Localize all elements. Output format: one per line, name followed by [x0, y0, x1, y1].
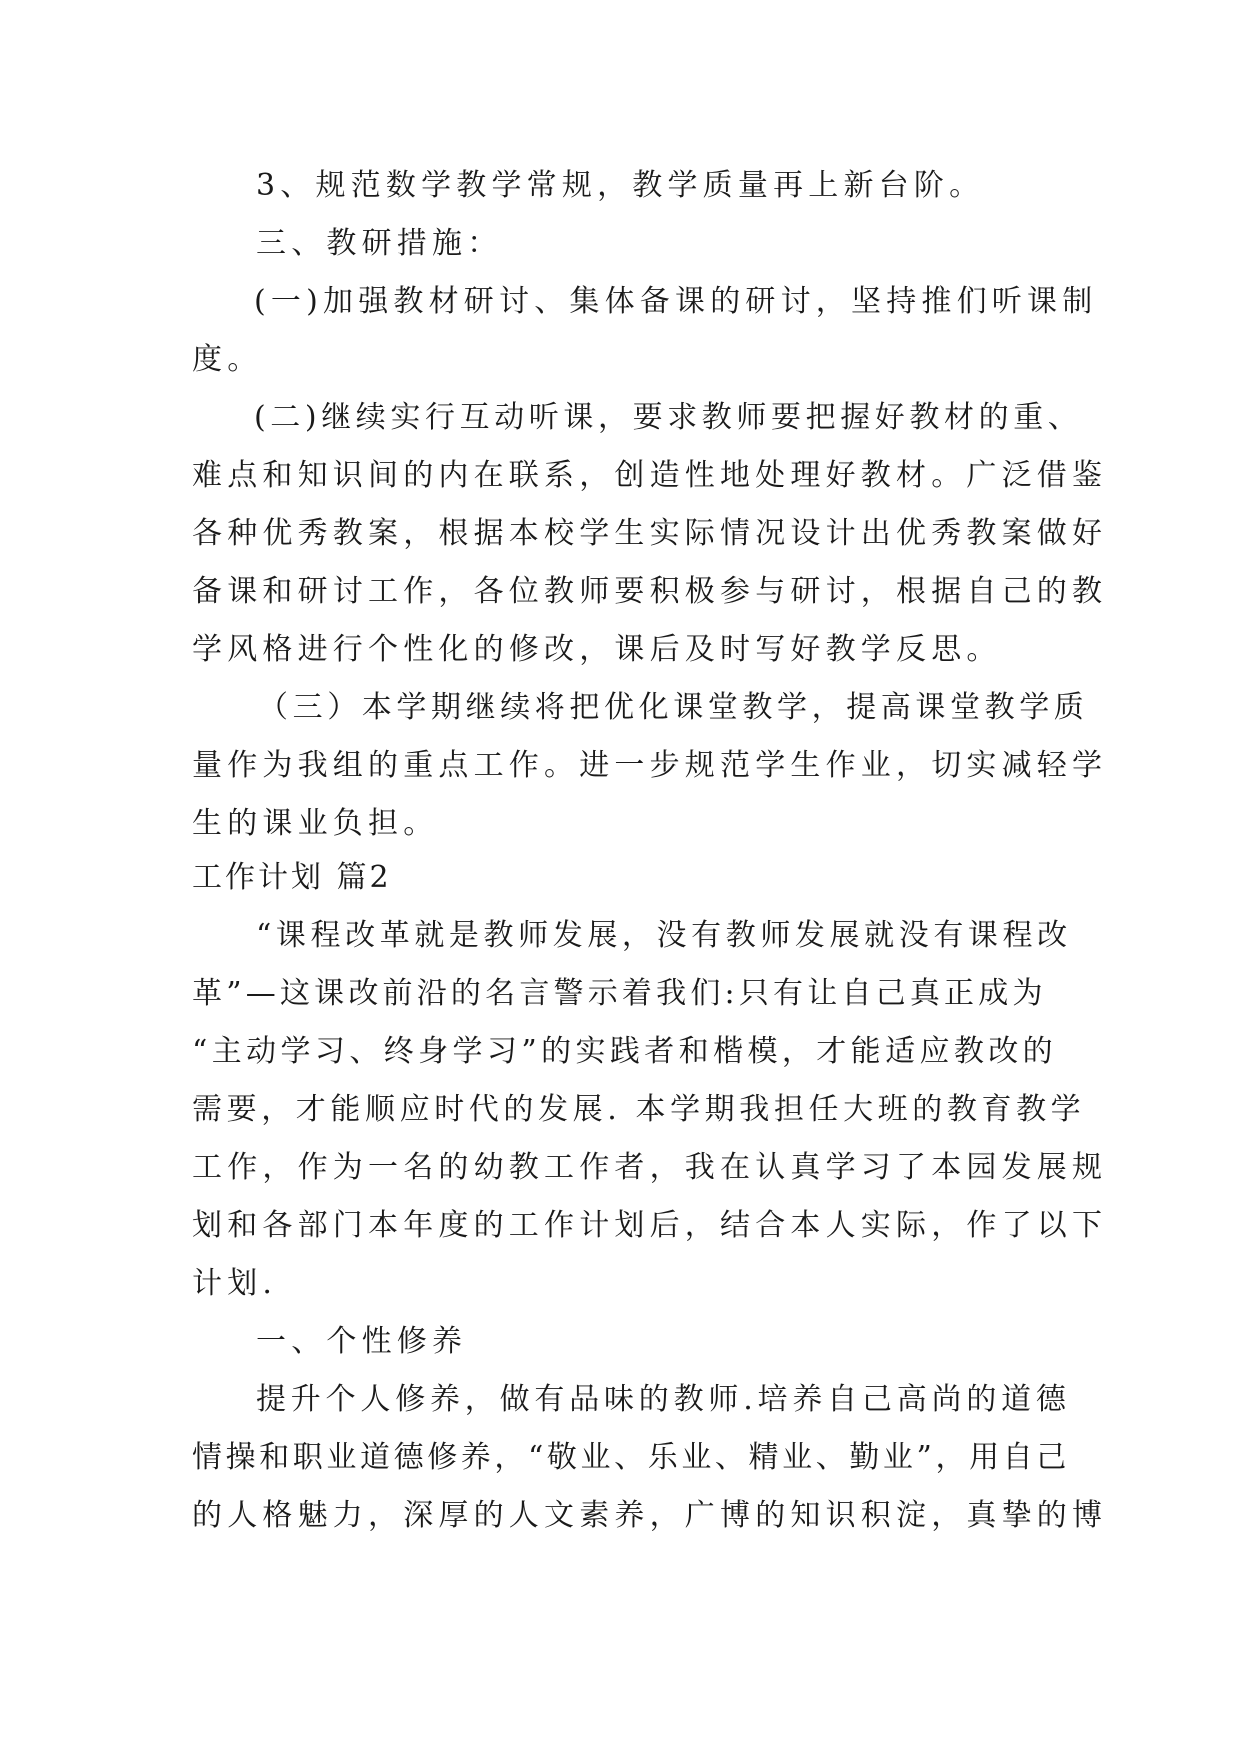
paragraph-line: 生的课业负担。 — [192, 806, 439, 841]
paragraph-line: 划和各部门本年度的工作计划后，结合本人实际，作了以下 — [192, 1208, 1108, 1243]
paragraph-line: （三）本学期继续将把优化课堂教学，提高课堂教学质 — [258, 690, 1089, 725]
paragraph-line: (二)继续实行互动听课，要求教师要把握好教材的重、 — [254, 400, 1083, 435]
section-heading: 一、个性修养 — [256, 1324, 468, 1359]
section-heading: 三、教研措施： — [256, 226, 503, 261]
paragraph-line: 各种优秀教案，根据本校学生实际情况设计出优秀教案做好 — [192, 516, 1108, 551]
paragraph-line: “课程改革就是教师发展，没有教师发展就没有课程改 — [256, 918, 1072, 953]
paragraph-line: 提升个人修养，做有品味的教师.培养自己高尚的道德 — [256, 1382, 1071, 1417]
paragraph-line: 备课和研讨工作，各位教师要积极参与研讨，根据自己的教 — [192, 574, 1108, 609]
paragraph-line: 情操和职业道德修养，“敬业、乐业、精业、勤业”，用自己 — [192, 1440, 1070, 1475]
paragraph-line: 需要，才能顺应时代的发展. 本学期我担任大班的教育教学 — [192, 1092, 1086, 1127]
paragraph-line: 3、规范数学教学常规，教学质量再上新台阶。 — [256, 168, 985, 203]
paragraph-line: 的人格魅力，深厚的人文素养，广博的知识积淀，真挚的博 — [192, 1498, 1108, 1533]
section-title: 工作计划 篇2 — [192, 860, 392, 895]
paragraph-line: 学风格进行个性化的修改，课后及时写好教学反思。 — [192, 632, 1002, 667]
paragraph-line: 革”—这课改前沿的名言警示着我们:只有让自己真正成为 — [192, 976, 1047, 1011]
paragraph-line: 计划. — [192, 1266, 278, 1301]
paragraph-line: 工作，作为一名的幼教工作者，我在认真学习了本园发展规 — [192, 1150, 1108, 1185]
paragraph-line: 难点和知识间的内在联系，创造性地处理好教材。广泛借鉴 — [192, 458, 1108, 493]
paragraph-line: 量作为我组的重点工作。进一步规范学生作业，切实减轻学 — [192, 748, 1108, 783]
paragraph-line: 度。 — [192, 342, 263, 377]
paragraph-line: (一)加强教材研讨、集体备课的研讨，坚持推们听课制 — [254, 284, 1098, 319]
paragraph-line: “主动学习、终身学习”的实践者和楷模，才能适应教改的 — [192, 1034, 1058, 1069]
